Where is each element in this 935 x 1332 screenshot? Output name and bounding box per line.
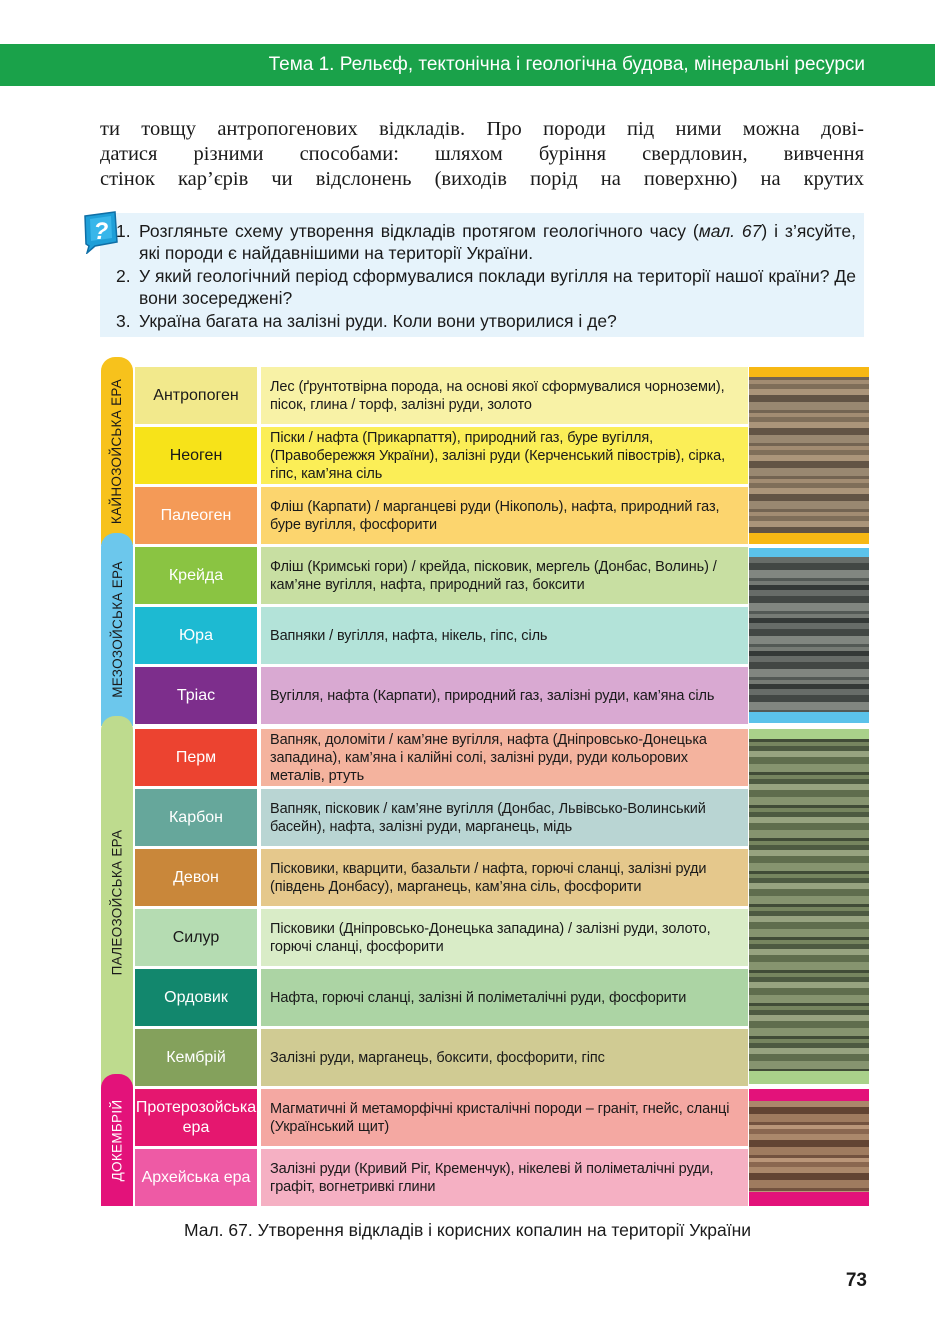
- era-label: ПАЛЕОЗОЙСЬКА ЕРА: [109, 829, 125, 975]
- rock-stratum: [749, 742, 869, 746]
- rock-stratum: [749, 904, 869, 907]
- question-text: [139, 220, 856, 264]
- rock-stratum: [749, 1173, 869, 1180]
- rock-stratum: [749, 1010, 869, 1015]
- rock-stratum: [749, 644, 869, 647]
- rock-stratum: [749, 1003, 869, 1006]
- intro-line: стінок кар’єрів чи відслонень (виходів порід на поверхню) на крутих: [100, 168, 864, 190]
- rock-stratum: [749, 389, 869, 395]
- rock-stratum: [749, 557, 869, 563]
- period-row: [135, 1149, 748, 1206]
- rock-stratum: [749, 805, 869, 808]
- period-deposits: Магматичні й метаморфічні кристалічні породи – граніт, гнейс, сланці (Український щит): [261, 1089, 748, 1146]
- rock-stratum: [749, 596, 869, 603]
- rock-stratum: [749, 422, 869, 428]
- rock-stratum: [749, 784, 869, 790]
- period-name: Силур: [135, 909, 257, 966]
- rock-stratum: [749, 443, 869, 446]
- svg-text:?: ?: [93, 218, 109, 245]
- period-deposits: Пісковики, кварцити, базальти / нафта, горючі сланці, залізні руди (південь Донбасу), марганець, кам’яна сіль, фосфорити: [261, 849, 748, 906]
- rock-stratum: [749, 922, 869, 929]
- intro-paragraph: [100, 117, 864, 192]
- rock-stratum: [749, 413, 869, 417]
- rock-stratum: [749, 871, 869, 874]
- period-row: [135, 1029, 748, 1086]
- period-row: [135, 849, 748, 906]
- rock-stratum: [749, 878, 869, 883]
- period-row: [135, 969, 748, 1026]
- rock-stratum: [749, 512, 869, 516]
- question-number: 3.: [116, 311, 131, 331]
- period-name: Протерозойська ера: [135, 1089, 257, 1146]
- rock-stratum: [749, 527, 869, 533]
- era-precambrian: [101, 1074, 133, 1206]
- rock-stratum: [749, 823, 869, 830]
- question-icon: [81, 210, 121, 254]
- rock-stratum: [749, 483, 869, 488]
- rock-stratum: [749, 1054, 869, 1061]
- period-row: [135, 789, 748, 846]
- rock-stratum: [749, 611, 869, 614]
- rock-stratum: [749, 1122, 869, 1125]
- rock-stratum: [749, 982, 869, 988]
- rock-stratum: [749, 856, 869, 863]
- rock-stratum: [749, 1125, 869, 1129]
- rock-stratum: [749, 1188, 869, 1191]
- period-row: [135, 667, 748, 724]
- period-name: Крейда: [135, 547, 257, 604]
- rock-stratum: [749, 772, 869, 775]
- period-name: Юра: [135, 607, 257, 664]
- period-deposits: Лес (ґрунтотвірна порода, на основі якої сформувалися чорноземи), пісок, глина / торф, залізні руди, золото: [261, 367, 748, 424]
- rock-stratum: [749, 410, 869, 413]
- rock-stratum: [749, 629, 869, 636]
- rock-stratum: [749, 680, 869, 684]
- period-deposits: Вапняки / вугілля, нафта, нікель, гіпс, сіль: [261, 607, 748, 664]
- period-name: Архейська ера: [135, 1149, 257, 1206]
- rock-stratum: [749, 1114, 869, 1122]
- rock-stratum: [749, 636, 869, 644]
- period-row: [135, 367, 748, 424]
- rock-stratum: [749, 656, 869, 662]
- rock-stratum: [749, 710, 869, 712]
- period-deposits: Пісковики (Дніпровсько-Донецька западина) / залізні руди, золото, горючі сланці, фосфорити: [261, 909, 748, 966]
- period-name: Перм: [135, 729, 257, 786]
- rock-stratum: [749, 845, 869, 850]
- rock-stratum: [749, 1191, 869, 1192]
- rock-stratum: [749, 395, 869, 402]
- question-text-part: Розгляньте схему утворення відкладів протягом геологічного часу (: [139, 221, 699, 241]
- question-number: 2.: [116, 266, 131, 286]
- rock-stratum: [749, 973, 869, 977]
- figure-caption: Мал. 67. Утворення відкладів і корисних копалин на території України: [183, 1220, 752, 1240]
- rock-stratum: [749, 516, 869, 521]
- rock-stratum: [749, 446, 869, 450]
- rock-stratum: [749, 1129, 869, 1134]
- period-deposits: Залізні руди, марганець, боксити, фосфорити, гіпс: [261, 1029, 748, 1086]
- period-name: Палеоген: [135, 487, 257, 544]
- rock-stratum: [749, 455, 869, 461]
- rock-stratum: [749, 417, 869, 422]
- question-item: [116, 265, 856, 309]
- figure-reference: мал. 67: [698, 221, 762, 241]
- rock-stratum: [749, 488, 869, 494]
- period-name: Ордовик: [135, 969, 257, 1026]
- period-row: [135, 547, 748, 604]
- rock-stratum: [749, 647, 869, 651]
- period-deposits: Фліш (Кримські гори) / крейда, пісковик, мергель (Донбас, Волинь) / кам’яне вугілля, нафта, природний газ, боксити: [261, 547, 748, 604]
- era-paleozoic: [101, 716, 133, 1088]
- era-cenozoic: [101, 357, 133, 545]
- rock-stratum: [749, 461, 869, 468]
- question-number: 1.: [116, 221, 131, 241]
- rock-stratum: [749, 1006, 869, 1010]
- rock-stratum: [749, 962, 869, 970]
- rock-stratum: [749, 1015, 869, 1021]
- period-deposits: Вапняк, пісковик / кам’яне вугілля (Донбас, Львівсько-Волинський басейн), нафта, залізні руди, марганець, мідь: [261, 789, 748, 846]
- chapter-title: Тема 1. Рельєф, тектонічна і геологічна будова, мінеральні ресурси: [268, 54, 865, 75]
- rock-stratum: [749, 883, 869, 889]
- period-deposits: Фліш (Карпати) / марганцеві руди (Нікополь), нафта, природний газ, буре вугілля, фосфорити: [261, 487, 748, 544]
- period-name: Тріас: [135, 667, 257, 724]
- rock-stratum: [749, 1061, 869, 1069]
- period-deposits: Піски / нафта (Прикарпаття), природний газ, буре вугілля, (Правобережжя України), залізні руди (Керченський півострів), сірка, гіпс, кам’яна сіль: [261, 427, 748, 484]
- rock-stratum: [749, 501, 869, 509]
- paleozoic-rock-photo: [749, 729, 869, 1084]
- rock-stratum: [749, 797, 869, 805]
- rock-stratum: [749, 1043, 869, 1048]
- rock-stratum: [749, 684, 869, 689]
- rock-stratum: [749, 1134, 869, 1140]
- rock-stratum: [749, 739, 869, 742]
- rock-stratum: [749, 775, 869, 779]
- rock-stratum: [749, 578, 869, 581]
- question-text: У який геологічний період сформувалися поклади вугілля на території нашої країни? Де вони зосереджені?: [139, 266, 856, 308]
- question-item: [116, 310, 856, 332]
- cenozoic-rock-photo: [749, 367, 869, 544]
- rock-stratum: [749, 790, 869, 797]
- rock-stratum: [749, 1048, 869, 1054]
- rock-stratum: [749, 623, 869, 629]
- rock-stratum: [749, 949, 869, 955]
- rock-stratum: [749, 977, 869, 982]
- rock-stratum: [749, 509, 869, 512]
- rock-stratum: [749, 1180, 869, 1188]
- chapter-header: [0, 44, 935, 86]
- rock-stratum: [749, 911, 869, 916]
- rock-stratum: [749, 677, 869, 680]
- rock-stratum: [749, 944, 869, 949]
- period-row: [135, 729, 748, 786]
- rock-stratum: [749, 689, 869, 695]
- rock-stratum: [749, 779, 869, 784]
- rock-stratum: [749, 521, 869, 527]
- rock-stratum: [749, 817, 869, 823]
- rock-stratum: [749, 1036, 869, 1039]
- era-mesozoic: [101, 533, 133, 726]
- rock-stratum: [749, 468, 869, 476]
- period-name: Карбон: [135, 789, 257, 846]
- rock-stratum: [749, 896, 869, 904]
- rock-stratum: [749, 863, 869, 871]
- period-row: [135, 607, 748, 664]
- rock-stratum: [749, 970, 869, 973]
- rock-stratum: [749, 479, 869, 483]
- rock-stratum: [749, 570, 869, 578]
- period-deposits: Нафта, горючі сланці, залізні й поліметалічні руди, фосфорити: [261, 969, 748, 1026]
- era-label: ДОКЕМБРІЙ: [109, 1099, 125, 1181]
- rock-stratum: [749, 494, 869, 501]
- rock-stratum: [749, 929, 869, 937]
- rock-stratum: [749, 402, 869, 410]
- rock-stratum: [749, 812, 869, 817]
- rock-stratum: [749, 841, 869, 845]
- rock-stratum: [749, 428, 869, 435]
- rock-stratum: [749, 1021, 869, 1028]
- rock-stratum: [749, 1028, 869, 1036]
- rock-stratum: [749, 889, 869, 896]
- period-deposits: Вугілля, нафта (Карпати), природний газ, залізні руди, кам’яна сіль: [261, 667, 748, 724]
- intro-line: ти товщу антропогенових відкладів. Про породи під ними можна дові-: [100, 118, 864, 140]
- period-row: [135, 909, 748, 966]
- period-row: [135, 487, 748, 544]
- rock-stratum: [749, 1155, 869, 1158]
- rock-stratum: [749, 1167, 869, 1173]
- rock-stratum: [749, 830, 869, 838]
- rock-stratum: [749, 695, 869, 702]
- rock-stratum: [749, 581, 869, 585]
- rock-stratum: [749, 751, 869, 757]
- rock-stratum: [749, 590, 869, 596]
- rock-stratum: [749, 585, 869, 590]
- period-deposits: Вапняк, доломіти / кам’яне вугілля, нафта (Дніпровсько-Донецька западина), кам’яна і калійні солі, залізні руди, руди кольорових металів, ртуть: [261, 729, 748, 786]
- rock-stratum: [749, 662, 869, 669]
- rock-stratum: [749, 808, 869, 812]
- rock-stratum: [749, 377, 869, 380]
- rock-stratum: [749, 450, 869, 455]
- period-name: Антропоген: [135, 367, 257, 424]
- rock-stratum: [749, 614, 869, 618]
- period-deposits: Залізні руди (Кривий Ріг, Кременчук), нікелеві й поліметалічні руди, графіт, вогнетривкі глини: [261, 1149, 748, 1206]
- period-row: [135, 427, 748, 484]
- rock-stratum: [749, 1069, 869, 1071]
- period-row: [135, 1089, 748, 1146]
- rock-stratum: [749, 476, 869, 479]
- rock-stratum: [749, 1140, 869, 1147]
- rock-stratum: [749, 1107, 869, 1114]
- precambrian-rock-photo: [749, 1089, 869, 1206]
- intro-line: датися різними способами: шляхом буріння свердловин, вивчення: [100, 143, 864, 165]
- question-item: [116, 220, 856, 264]
- rock-stratum: [749, 940, 869, 944]
- mesozoic-rock-photo: [749, 548, 869, 723]
- question-text: Україна багата на залізні руди. Коли вони утворилися і де?: [139, 311, 617, 331]
- rock-stratum: [749, 955, 869, 962]
- rock-stratum: [749, 669, 869, 677]
- rock-stratum: [749, 850, 869, 856]
- rock-stratum: [749, 1162, 869, 1167]
- period-name: Кембрій: [135, 1029, 257, 1086]
- period-name: Девон: [135, 849, 257, 906]
- rock-stratum: [749, 907, 869, 911]
- rock-stratum: [749, 563, 869, 570]
- rock-stratum: [749, 1039, 869, 1043]
- rock-stratum: [749, 757, 869, 764]
- rock-stratum: [749, 937, 869, 940]
- question-text-part: ) і з’ясуйте, які породи є найдавнішими на території України.: [139, 221, 856, 263]
- era-label: МЕЗОЗОЙСЬКА ЕРА: [109, 561, 125, 698]
- era-label: КАЙНОЗОЙСЬКА ЕРА: [109, 378, 125, 524]
- rock-stratum: [749, 874, 869, 878]
- rock-stratum: [749, 380, 869, 384]
- rock-stratum: [749, 988, 869, 995]
- rock-stratum: [749, 1158, 869, 1162]
- rock-stratum: [749, 838, 869, 841]
- questions-list: [116, 220, 856, 333]
- rock-stratum: [749, 702, 869, 710]
- period-name: Неоген: [135, 427, 257, 484]
- rock-stratum: [749, 384, 869, 389]
- rock-stratum: [749, 916, 869, 922]
- rock-stratum: [749, 746, 869, 751]
- rock-stratum: [749, 435, 869, 443]
- rock-stratum: [749, 995, 869, 1003]
- page-number: 73: [845, 1270, 867, 1291]
- rock-stratum: [749, 764, 869, 772]
- rock-stratum: [749, 1101, 869, 1107]
- rock-stratum: [749, 603, 869, 611]
- rock-stratum: [749, 651, 869, 656]
- rock-stratum: [749, 618, 869, 623]
- rock-stratum: [749, 1147, 869, 1155]
